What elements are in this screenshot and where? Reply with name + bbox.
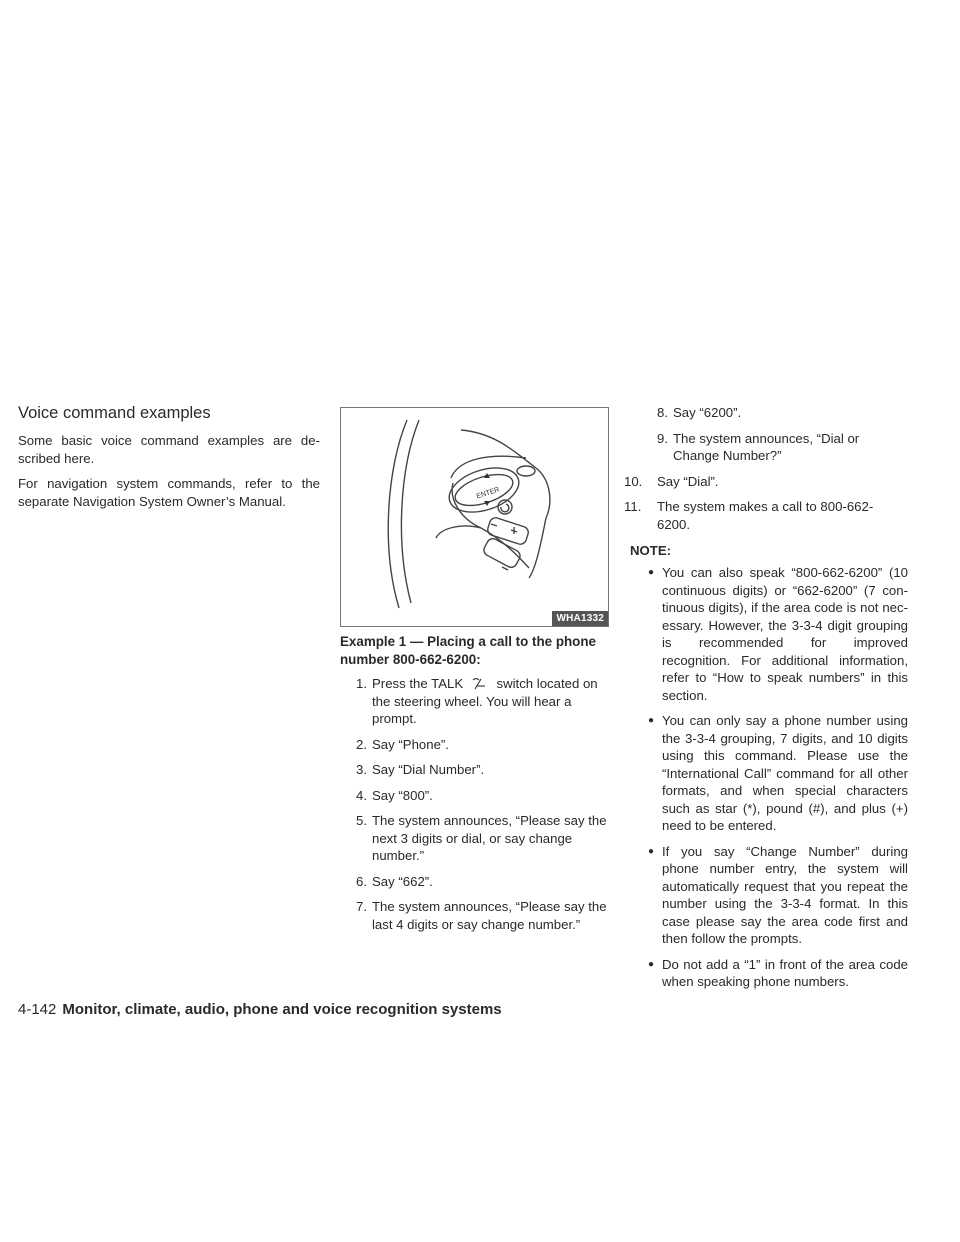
section-heading: Voice command examples xyxy=(18,404,211,422)
step-number: 3. xyxy=(356,762,367,777)
step-text: Say “Dial”. xyxy=(657,473,719,489)
note-title: NOTE: xyxy=(630,543,672,558)
right-column xyxy=(624,404,908,999)
step-text: Say “Dial Number”. xyxy=(372,762,485,777)
enter-button-label: ENTER xyxy=(475,486,501,501)
step-text-post: switch located on the steering wheel. You will hear a prompt. xyxy=(372,676,598,726)
step-text: Say “800”. xyxy=(372,787,433,803)
bullet-icon: ● xyxy=(647,845,654,857)
step-text: The system announces, “Please say the last 4 digits or say change number.” xyxy=(372,899,607,932)
step-number: 11. xyxy=(624,499,642,514)
step-number: 1. xyxy=(356,676,367,691)
talk-switch-icon xyxy=(467,676,493,690)
step-item xyxy=(630,404,908,422)
step-text-pre: Press the TALK xyxy=(372,676,464,691)
step-item xyxy=(340,873,610,891)
chapter-title: Monitor, climate, audio, phone and voice recognition systems xyxy=(62,1001,502,1018)
note-bullet xyxy=(630,843,908,948)
step-number: 8. xyxy=(657,405,668,420)
bullet-icon: ● xyxy=(647,567,654,578)
step-number: 10. xyxy=(624,473,643,489)
note-bullet xyxy=(630,564,908,704)
step-item xyxy=(624,473,908,491)
step-number: 2. xyxy=(356,736,367,752)
step-text: Say “662”. xyxy=(372,873,433,889)
left-column xyxy=(18,404,320,518)
step-item xyxy=(340,736,610,754)
step-item xyxy=(340,675,610,728)
step-item xyxy=(340,812,610,865)
page-footer xyxy=(18,1000,502,1020)
note-bullet xyxy=(630,956,908,991)
step-text: Say “Phone”. xyxy=(372,736,449,752)
intro-paragraph: Some basic voice command examples are de- scribed here. xyxy=(18,433,320,466)
note-text: If you say “Change Number” during phone number entry, the system will automatically request that you repeat the number using the 3-3-4 format. In this case please say the area code first and then follow the prompts. xyxy=(662,843,908,946)
step-item xyxy=(340,898,610,933)
step-text: The system announces, “Please say the next 3 digits or dial, or say change number.” xyxy=(372,813,607,863)
middle-column xyxy=(340,633,610,941)
example-title: Example 1 — Placing a call to the phone number 800-662-6200: xyxy=(340,634,596,667)
steering-wheel-switch-illustration xyxy=(341,408,608,626)
step-text: The system announces, “Dial or Change Number?” xyxy=(673,430,860,463)
step-item xyxy=(340,787,610,805)
note-text: You can only say a phone number using the 3-3-4 grouping, 7 digits, and 10 digits using this command. Please use the “International Call” command for all other formats, and when special characters such as star (*), pound (#), and plus (+) need to be entered. xyxy=(662,713,908,833)
step-number: 9. xyxy=(657,430,668,446)
step-number: 7. xyxy=(356,899,367,914)
figure-label: WHA1332 xyxy=(552,611,608,626)
note-text: Do not add a “1” in front of the area code when speaking phone numbers. xyxy=(662,956,908,989)
step-item xyxy=(340,761,610,779)
note-bullet xyxy=(630,712,908,835)
navigation-reference-paragraph: For navigation system commands, refer to the separate Navigation System Owner’s Manual. xyxy=(18,476,320,509)
note-text: You can also speak “800-662-6200” (10 continuous digits) or “662-6200” (7 con- tinuous digits), if the area code is not nec- essary. However, the 3-3-4 digit grouping is recommended for improved recognition. For additional information, refer to “How to speak numbers” in this section. xyxy=(662,565,908,703)
step-text: Say “6200”. xyxy=(673,405,742,420)
page-number: 4-142 xyxy=(18,1001,57,1018)
step-item xyxy=(624,498,908,533)
step-number: 4. xyxy=(356,787,367,803)
step-number: 5. xyxy=(356,813,367,828)
step-text: The system makes a call to 800-662- 6200. xyxy=(657,499,874,532)
bullet-icon: ● xyxy=(647,715,654,726)
step-item xyxy=(630,430,908,465)
step-number: 6. xyxy=(356,873,367,889)
step-text xyxy=(372,675,610,728)
steering-wheel-figure xyxy=(340,407,609,627)
bullet-icon: ● xyxy=(647,958,654,970)
